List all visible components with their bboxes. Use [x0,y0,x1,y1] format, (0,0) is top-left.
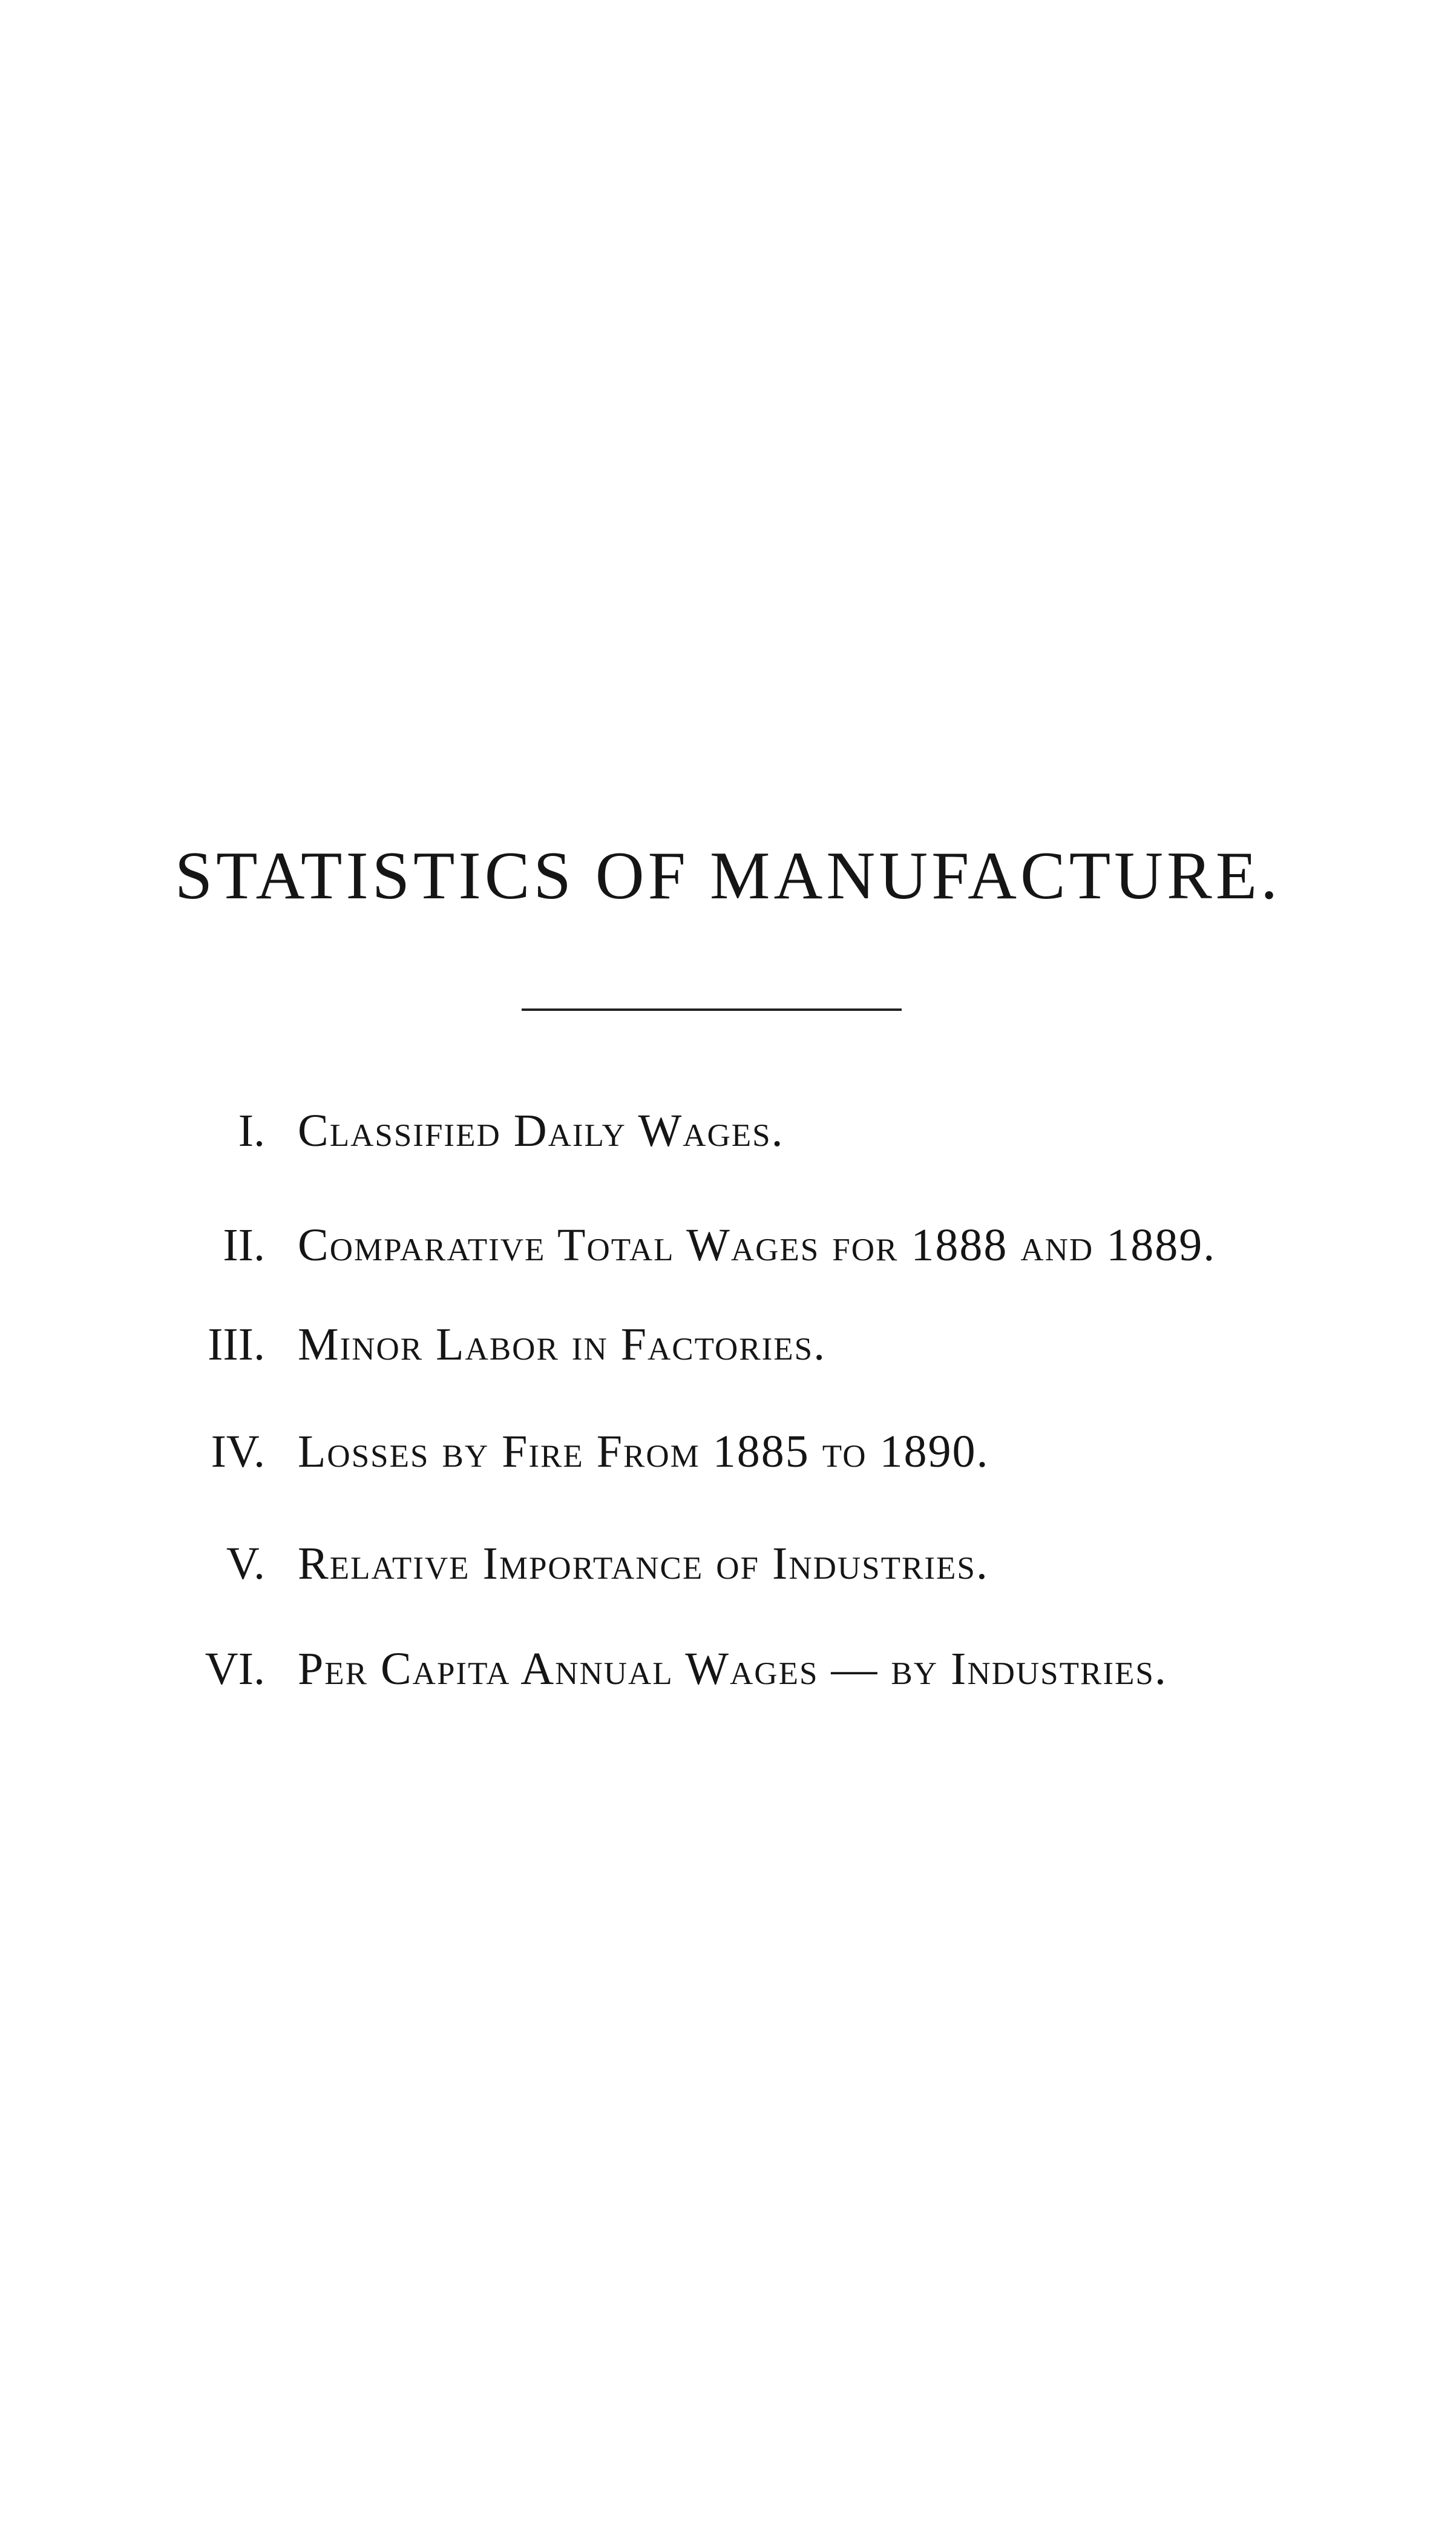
page-title: STATISTICS OF MANUFACTURE. [174,838,1282,913]
entry-numeral: VI. [205,1643,265,1694]
entry-heading: Relative Importance of Industries. [298,1538,989,1589]
contents-entry-i [0,1094,1456,1167]
contents-entry-vi [0,1633,1456,1705]
entry-heading: Comparative Total Wages for 1888 and 1889. [298,1220,1216,1271]
contents-entry-v [0,1527,1456,1600]
entry-numeral: I. [238,1105,265,1156]
entry-numeral: IV. [211,1426,265,1477]
entry-heading: Per Capita Annual Wages — by Industries. [298,1643,1167,1694]
contents-entry-iv [0,1415,1456,1488]
entry-heading: Losses by Fire From 1885 to 1890. [298,1426,989,1477]
entry-heading: Classified Daily Wages. [298,1105,784,1156]
contents-entry-iii [0,1308,1456,1381]
entry-numeral: II. [223,1220,265,1271]
entry-numeral: V. [226,1538,265,1589]
contents-entry-ii [0,1209,1456,1281]
entry-heading: Minor Labor in Factories. [298,1319,827,1370]
entry-numeral: III. [208,1319,265,1370]
